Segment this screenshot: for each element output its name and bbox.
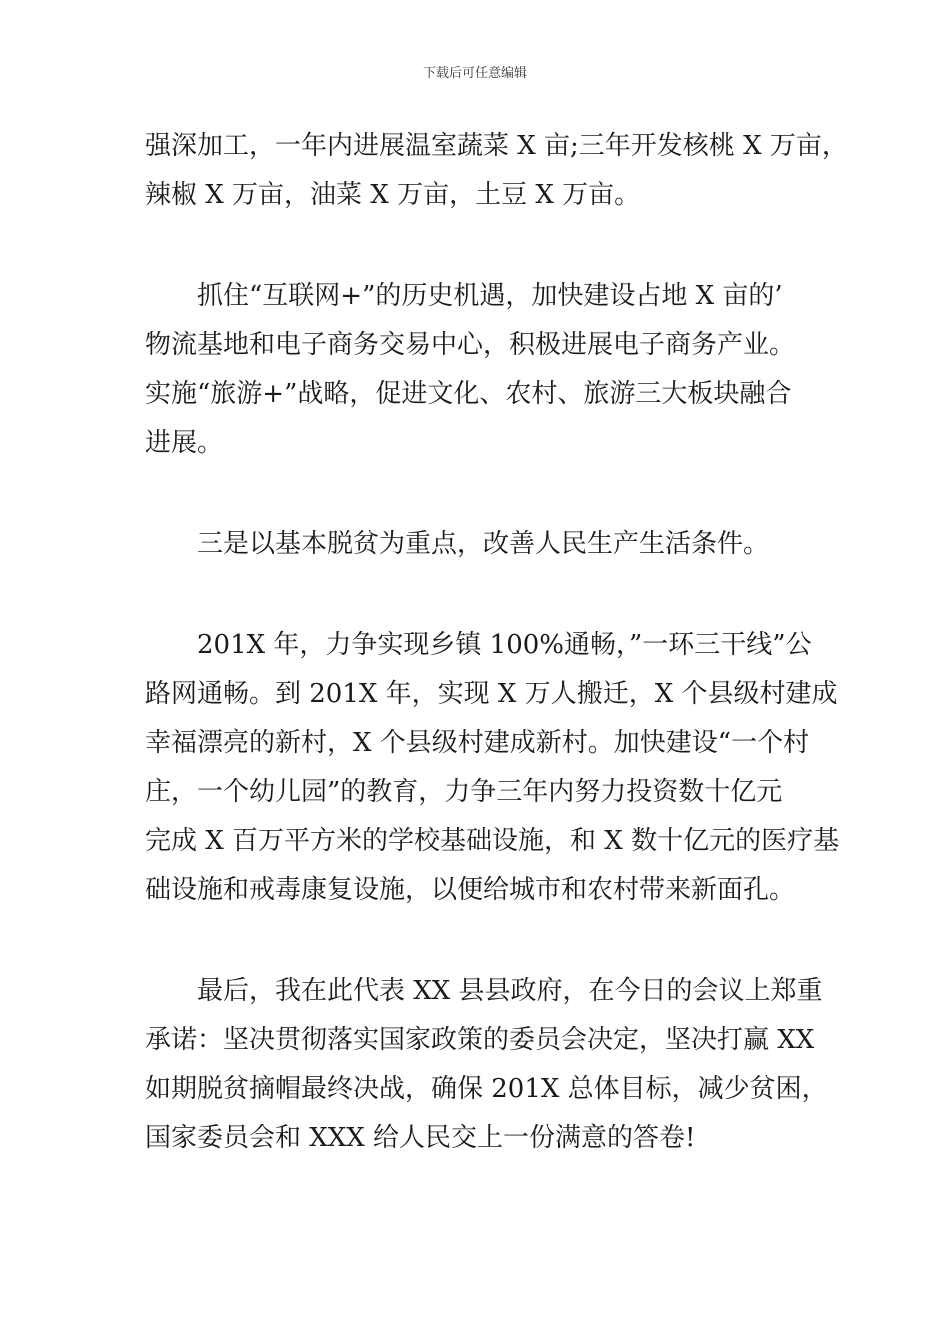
page-header: 下载后可任意编辑 bbox=[422, 66, 527, 81]
paragraph-2-line-3: 实施“旅游+”战略，促进文化、农村、旅游三大板块融合 bbox=[145, 379, 792, 409]
paragraph-4-line-2: 路网通畅。到 201X 年，实现 X 万人搬迁，X 个县级村建成 bbox=[145, 679, 838, 709]
paragraph-1-line-2: 辣椒 X 万亩，油菜 X 万亩，土豆 X 万亩。 bbox=[145, 180, 641, 210]
paragraph-5-line-3: 如期脱贫摘帽最终决战，确保 201X 总体目标，减少贫困， bbox=[145, 1074, 828, 1104]
document-body bbox=[145, 122, 848, 1163]
paragraph-3-line-1: 三是以基本脱贫为重点，改善人民生产生活条件。 bbox=[197, 529, 770, 559]
paragraph-1-line-1: 强深加工，一年内进展温室蔬菜 X 亩;三年开发核桃 X 万亩， bbox=[145, 131, 848, 161]
paragraph-2-line-4: 进展。 bbox=[145, 428, 224, 458]
paragraph-2-line-1: 抓住“互联网+”的历史机遇，加快建设占地 X 亩的’ bbox=[197, 281, 783, 311]
paragraph-4-line-1: 201X 年，力争实现乡镇 100%通畅，”一环三干线”公 bbox=[197, 630, 812, 660]
paragraph-4-line-3: 幸福漂亮的新村，X 个县级村建成新村。加快建设“一个村 bbox=[145, 728, 810, 758]
paragraph-5-line-4: 国家委员会和 XXX 给人民交上一份满意的答卷! bbox=[145, 1123, 696, 1153]
paragraph-4-line-4: 庄，一个幼儿园”的教育，力争三年内努力投资数十亿元 bbox=[145, 777, 783, 807]
paragraph-4-line-6: 础设施和戒毒康复设施，以便给城市和农村带来新面孔。 bbox=[145, 875, 796, 905]
paragraph-5-line-2: 承诺：坚决贯彻落实国家政策的委员会决定，坚决打赢 XX bbox=[145, 1025, 815, 1055]
paragraph-2-line-2: 物流基地和电子商务交易中心，积极进展电子商务产业。 bbox=[145, 330, 796, 360]
paragraph-5-line-1: 最后，我在此代表 XX 县县政府，在今日的会议上郑重 bbox=[197, 976, 823, 1006]
paragraph-4-line-5: 完成 X 百万平方米的学校基础设施，和 X 数十亿元的医疗基 bbox=[145, 826, 840, 856]
